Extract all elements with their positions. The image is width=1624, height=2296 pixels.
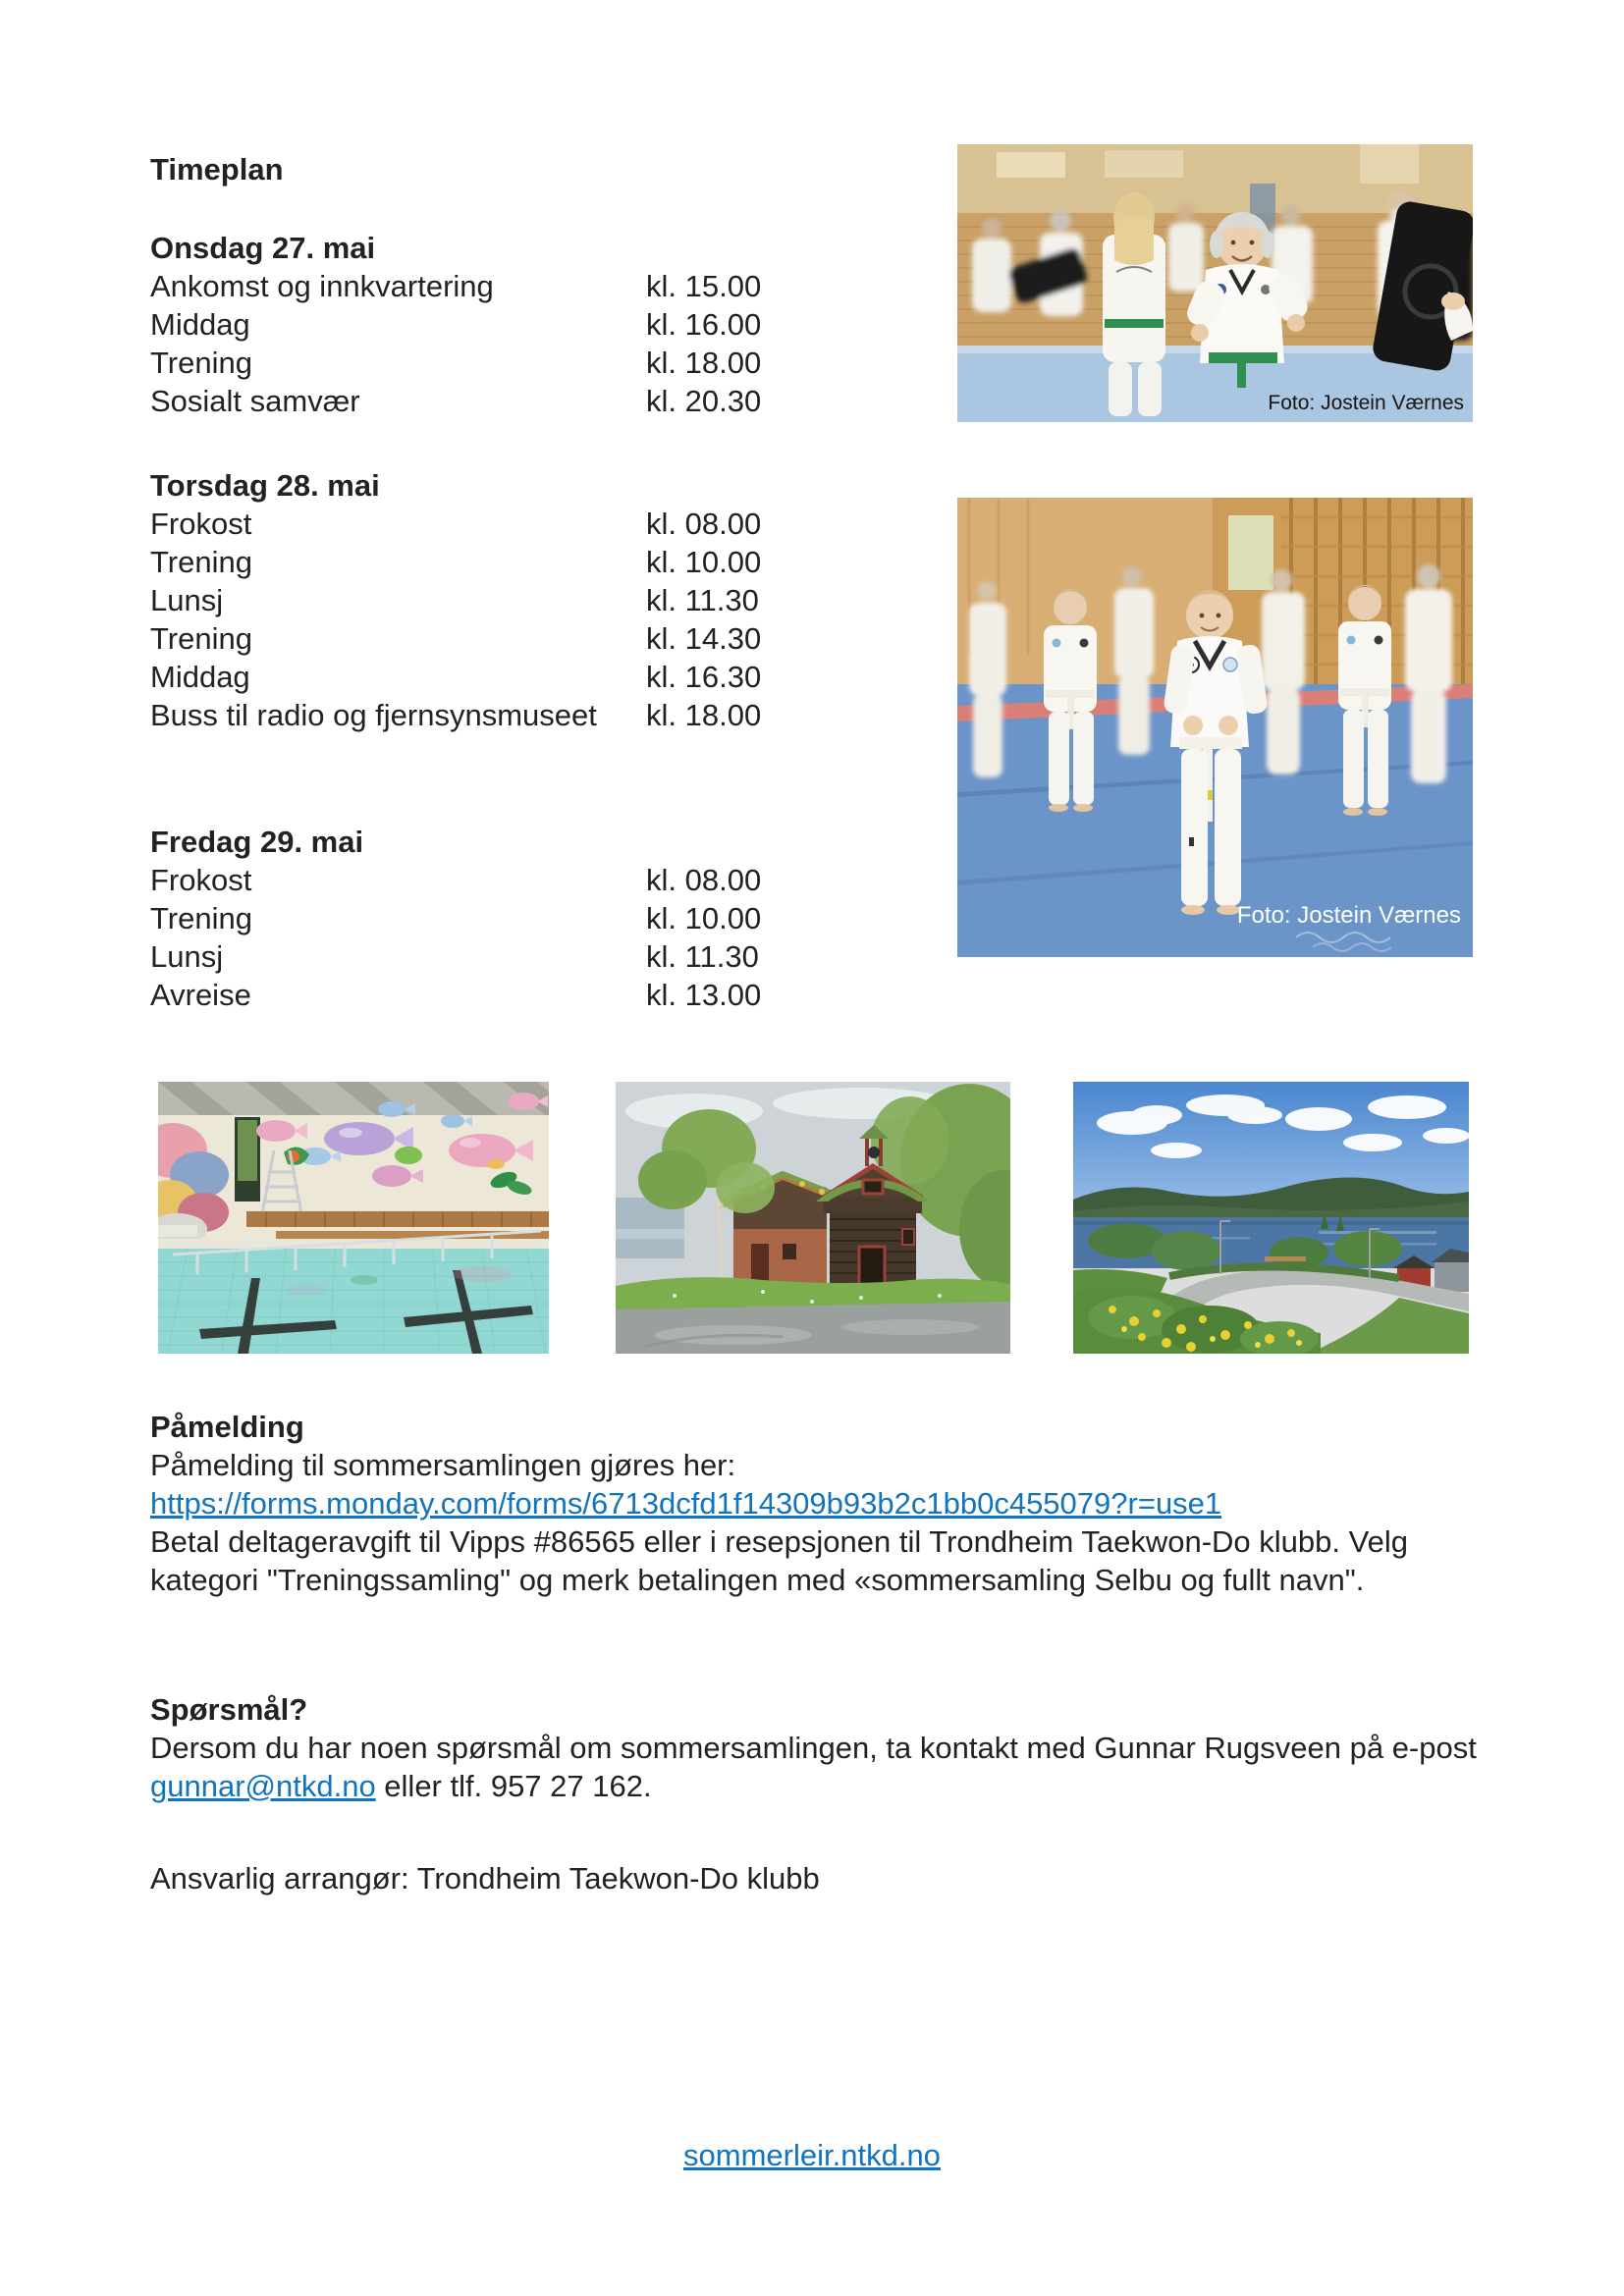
organizer-line: Ansvarlig arrangør: Trondheim Taekwon-Do klubb (150, 1861, 820, 1896)
photo-fjord-landscape (1073, 1082, 1469, 1354)
footer-site-link[interactable]: sommerleir.ntkd.no (683, 2138, 941, 2172)
taekwondo-lineup-illustration (957, 498, 1473, 957)
questions-text (150, 1729, 1490, 1805)
questions-text-after-email: eller tlf. 957 27 162. (375, 1769, 652, 1803)
registration-payment-info: Betal deltageravgift til Vipps #86565 eller i resepsjonen til Trondheim Taekwon-Do klubb. Velg kategori "Treningssamling" og merk betalingen med «sommersamling Selbu og fullt navn". (150, 1524, 1408, 1597)
schedule-day-title: Fredag 29. mai (150, 825, 364, 859)
photo-taekwondo-group-lineup (957, 498, 1473, 957)
schedule-activity: Trening (150, 901, 252, 935)
schedule-activity: Middag (150, 660, 250, 694)
schedule-day-friday (150, 823, 965, 1014)
schedule-time: kl. 18.00 (646, 346, 762, 380)
schedule-row (150, 861, 965, 899)
schedule-row (150, 543, 965, 581)
schedule-row (150, 619, 965, 658)
schedule-activity: Ankomst og innkvartering (150, 269, 494, 303)
page-title: Timeplan (150, 152, 284, 187)
photo-credit: Foto: Jostein Værnes (1236, 902, 1461, 929)
registration-intro: Påmelding til sommersamlingen gjøres her: (150, 1448, 736, 1482)
schedule-activity: Trening (150, 545, 252, 579)
email-link[interactable]: gunnar@ntkd.no (150, 1769, 376, 1803)
photo-old-storehouse (616, 1082, 1010, 1354)
schedule-time: kl. 10.00 (646, 545, 762, 579)
schedule-time: kl. 08.00 (646, 507, 762, 541)
photo-credit: Foto: Jostein Værnes (1268, 392, 1464, 414)
photo-taekwondo-training-action (957, 144, 1473, 422)
schedule-row (150, 382, 965, 420)
schedule-activity: Frokost (150, 507, 252, 541)
schedule-time: kl. 13.00 (646, 978, 762, 1012)
schedule-time: kl. 16.00 (646, 307, 762, 342)
schedule-day-title: Torsdag 28. mai (150, 468, 380, 503)
swimming-pool-illustration (158, 1082, 549, 1354)
footer (0, 2136, 1624, 2174)
schedule-section (150, 150, 965, 1014)
storehouse-illustration (616, 1082, 1010, 1354)
schedule-time: kl. 11.30 (646, 583, 759, 617)
schedule-row (150, 505, 965, 543)
taekwondo-action-illustration (957, 144, 1473, 422)
schedule-day-thursday (150, 466, 965, 734)
schedule-activity: Trening (150, 621, 252, 656)
registration-section (150, 1408, 1490, 1599)
schedule-day-title: Onsdag 27. mai (150, 231, 376, 265)
schedule-time: kl. 14.30 (646, 621, 762, 656)
schedule-activity: Middag (150, 307, 250, 342)
schedule-row (150, 267, 965, 305)
schedule-time: kl. 15.00 (646, 269, 762, 303)
schedule-row (150, 658, 965, 696)
schedule-row (150, 976, 965, 1014)
schedule-time: kl. 10.00 (646, 901, 762, 935)
schedule-row (150, 899, 965, 937)
schedule-activity: Frokost (150, 863, 252, 897)
schedule-row (150, 937, 965, 976)
questions-heading: Spørsmål? (150, 1692, 308, 1727)
photo-swimming-pool (158, 1082, 549, 1354)
schedule-activity: Sosialt samvær (150, 384, 360, 418)
schedule-row (150, 344, 965, 382)
schedule-time: kl. 20.30 (646, 384, 762, 418)
schedule-time: kl. 11.30 (646, 939, 759, 974)
questions-section (150, 1690, 1490, 1897)
schedule-row (150, 581, 965, 619)
fjord-landscape-illustration (1073, 1082, 1469, 1354)
schedule-activity: Buss til radio og fjernsynsmuseet (150, 698, 597, 732)
schedule-activity: Avreise (150, 978, 251, 1012)
schedule-time: kl. 08.00 (646, 863, 762, 897)
schedule-row (150, 305, 965, 344)
questions-text-before-email: Dersom du har noen spørsmål om sommersamlingen, ta kontakt med Gunnar Rugsveen på e-post (150, 1731, 1477, 1765)
schedule-activity: Lunsj (150, 939, 224, 974)
registration-heading: Påmelding (150, 1410, 304, 1444)
schedule-activity: Trening (150, 346, 252, 380)
schedule-day-wednesday (150, 229, 965, 420)
schedule-time: kl. 16.30 (646, 660, 762, 694)
schedule-row (150, 696, 965, 734)
schedule-activity: Lunsj (150, 583, 224, 617)
schedule-time: kl. 18.00 (646, 698, 762, 732)
registration-form-link[interactable]: https://forms.monday.com/forms/6713dcfd1f14309b93b2c1bb0c455079?r=use1 (150, 1486, 1222, 1521)
